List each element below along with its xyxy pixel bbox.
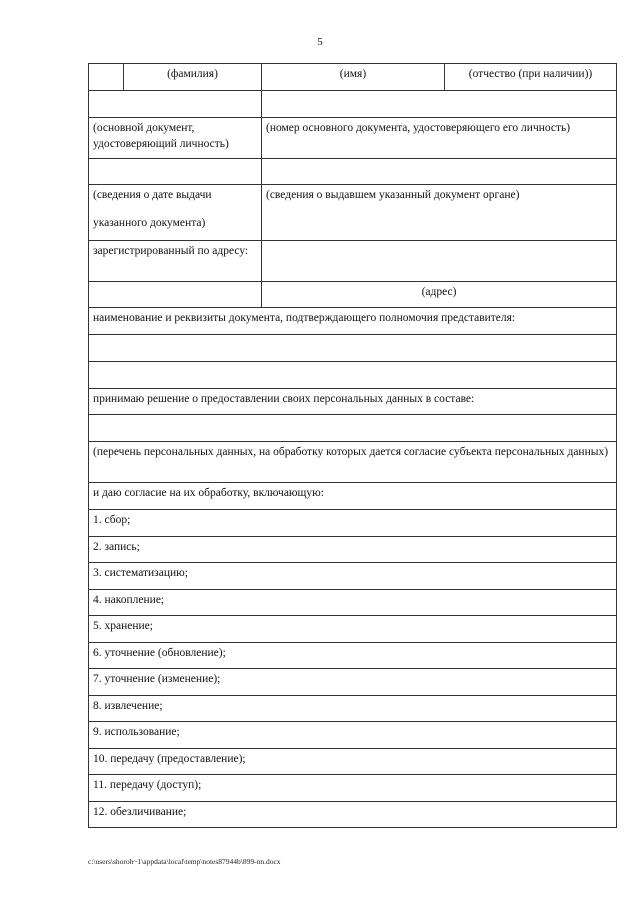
patronymic-hint: (отчество (при наличии)) (445, 64, 617, 91)
decision-text: принимаю решение о предоставлении своих персональных данных в составе: (89, 389, 617, 415)
issue-date-hint (89, 185, 262, 241)
issuer-field[interactable] (262, 159, 617, 185)
page-number: 5 (317, 36, 323, 48)
processing-action-item: 10. передачу (предоставление); (89, 748, 617, 775)
personal-data-hint: (перечень персональных данных, на обработку которых дается согласие субъекта персональных данных) (89, 442, 617, 483)
processing-action-item: 11. передачу (доступ); (89, 775, 617, 802)
consent-form-table (88, 63, 617, 828)
processing-action-item: 8. извлечение; (89, 695, 617, 722)
issue-date-hint-line1: (сведения о дате выдачи (93, 189, 212, 201)
registration-extra-field[interactable] (89, 282, 262, 308)
processing-action-item: 6. уточнение (обновление); (89, 642, 617, 669)
address-hint: (адрес) (262, 282, 617, 308)
issue-date-field[interactable] (89, 159, 262, 185)
processing-action-item: 7. уточнение (изменение); (89, 669, 617, 696)
surname-hint: (фамилия) (124, 64, 262, 91)
document-type-field[interactable] (89, 91, 262, 118)
consent-text: и даю согласие на их обработку, включающую: (89, 483, 617, 510)
document-number-hint: (номер основного документа, удостоверяющего его личность) (262, 118, 617, 159)
processing-action-item: 12. обезличивание; (89, 801, 617, 828)
representative-doc-field[interactable] (89, 362, 617, 389)
registration-label: зарегистрированный по адресу: (89, 241, 262, 282)
footer-file-path: c:\users\shoroh~1\appdata\local\temp\notes87944b\899-nn.docx (88, 857, 281, 866)
representative-doc-label: наименование и реквизиты документа, подтверждающего полномочия представителя: (89, 308, 617, 335)
processing-action-item: 3. систематизацию; (89, 563, 617, 590)
document-type-hint: (основной документ, удостоверяющий личность) (89, 118, 262, 159)
document-number-field[interactable] (262, 91, 617, 118)
processing-action-item: 2. запись; (89, 536, 617, 563)
processing-action-item: 1. сбор; (89, 510, 617, 537)
name-hint: (имя) (262, 64, 445, 91)
issue-date-hint-line2: указанного документа) (93, 217, 206, 230)
representative-doc-field[interactable] (89, 335, 617, 362)
processing-action-item: 5. хранение; (89, 616, 617, 643)
personal-data-field[interactable] (89, 415, 617, 442)
issuer-hint: (сведения о выдавшем указанный документ органе) (262, 185, 617, 241)
processing-action-item: 4. накопление; (89, 589, 617, 616)
processing-action-item: 9. использование; (89, 722, 617, 749)
registration-address-field[interactable] (262, 241, 617, 282)
form-cell-blank (89, 64, 124, 91)
